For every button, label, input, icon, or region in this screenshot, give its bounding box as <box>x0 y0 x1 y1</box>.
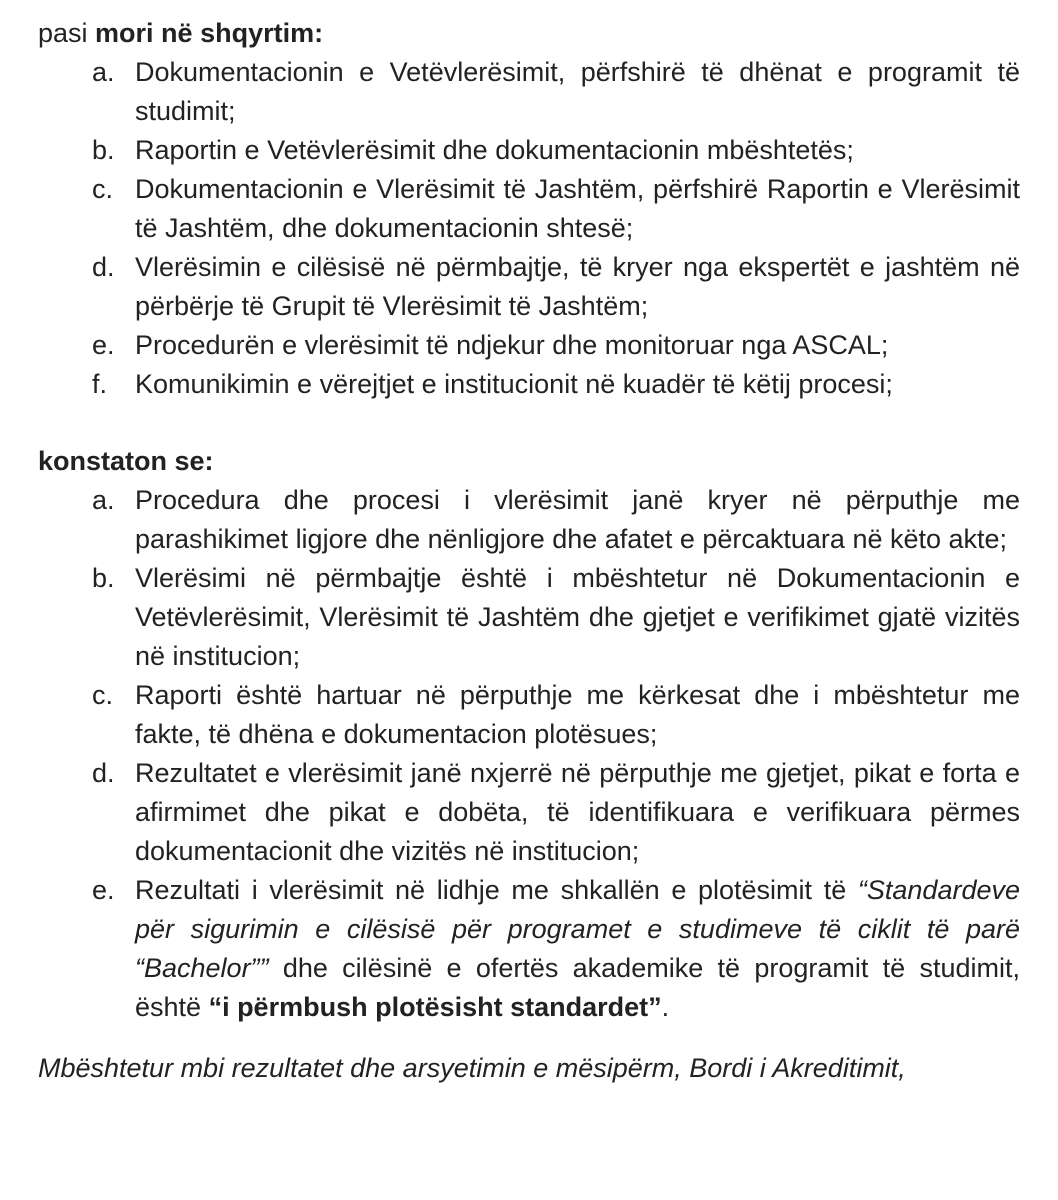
list-item-text: Procedurën e vlerësimit të ndjekur dhe monitoruar nga ASCAL; <box>135 330 889 360</box>
list-item <box>38 676 1020 754</box>
list-item <box>38 871 1020 1027</box>
list-marker: a. <box>92 57 115 87</box>
intro-paragraph <box>38 14 1020 53</box>
reviewed-items-list <box>38 53 1020 404</box>
list-marker: d. <box>92 252 115 282</box>
result-verdict: “i përmbush plotësisht standardet” <box>208 992 662 1022</box>
list-marker: c. <box>92 680 114 710</box>
list-item <box>38 248 1020 326</box>
list-marker: a. <box>92 485 115 515</box>
list-item-text: Komunikimin e vërejtjet e institucionit në kuadër të këtij procesi; <box>135 369 893 399</box>
list-item <box>38 365 1020 404</box>
list-marker: e. <box>92 330 115 360</box>
list-item <box>38 754 1020 871</box>
list-item <box>38 481 1020 559</box>
list-item-text: Procedura dhe procesi i vlerësimit janë kryer në përputhje me parashikimet ligjore dhe nënligjore dhe afatet e përcaktuara në këto akte; <box>135 485 1020 554</box>
list-item-text-part: Rezultati i vlerësimit në lidhje me shkallën e plotësimit të <box>135 875 858 905</box>
list-item-text: Rezultatet e vlerësimit janë nxjerrë në përputhje me gjetjet, pikat e forta e afirmimet dhe pikat e dobëta, të identifikuara e verifikuara përmes dokumentacionit dhe vizitës në institucion; <box>135 758 1020 866</box>
intro-prefix: pasi <box>38 18 96 48</box>
closing-paragraph: Mbështetur mbi rezultatet dhe arsyetimin e mësipërm, Bordi i Akreditimit, <box>38 1053 906 1083</box>
list-item <box>38 131 1020 170</box>
list-item <box>38 559 1020 676</box>
list-item-text: Dokumentacionin e Vetëvlerësimit, përfshirë të dhënat e programit të studimit; <box>135 57 1020 126</box>
list-marker: c. <box>92 174 114 204</box>
list-item-text-part: dhe cilësinë e ofertës akademike të programit të studimit, është <box>135 953 1020 1022</box>
list-item-text: Dokumentacionin e Vlerësimit të Jashtëm, përfshirë Raportin e Vlerësimit të Jashtëm, dhe dokumentacionin shtesë; <box>135 174 1020 243</box>
findings-list <box>38 481 1020 1027</box>
intro-bold: mori në shqyrtim: <box>95 18 324 48</box>
list-item-text: Vlerësimin e cilësisë në përmbajtje, të kryer nga ekspertët e jashtëm në përbërje të Grupit të Vlerësimit të Jashtëm; <box>135 252 1020 321</box>
list-item-text: Raportin e Vetëvlerësimit dhe dokumentacionin mbështetës; <box>135 135 854 165</box>
list-marker: b. <box>92 563 115 593</box>
list-marker: d. <box>92 758 115 788</box>
list-item <box>38 170 1020 248</box>
list-marker: e. <box>92 875 115 905</box>
list-marker: b. <box>92 135 115 165</box>
list-item-text: Raporti është hartuar në përputhje me kërkesat dhe i mbështetur me fakte, të dhëna e dokumentacion plotësues; <box>135 680 1020 749</box>
standards-title: “Standardeve për sigurimin e cilësisë për programet e studimeve të ciklit të parë “Bachelor”” <box>135 875 1020 983</box>
list-item <box>38 326 1020 365</box>
list-marker: f. <box>92 369 108 399</box>
findings-heading: konstaton se: <box>38 446 214 476</box>
list-item <box>38 53 1020 131</box>
list-item-text-part: . <box>661 992 670 1022</box>
list-item-text: Vlerësimi në përmbajtje është i mbështetur në Dokumentacionin e Vetëvlerësimit, Vlerësimit të Jashtëm dhe gjetjet e verifikimet gjatë vizitës në institucion; <box>135 563 1020 671</box>
